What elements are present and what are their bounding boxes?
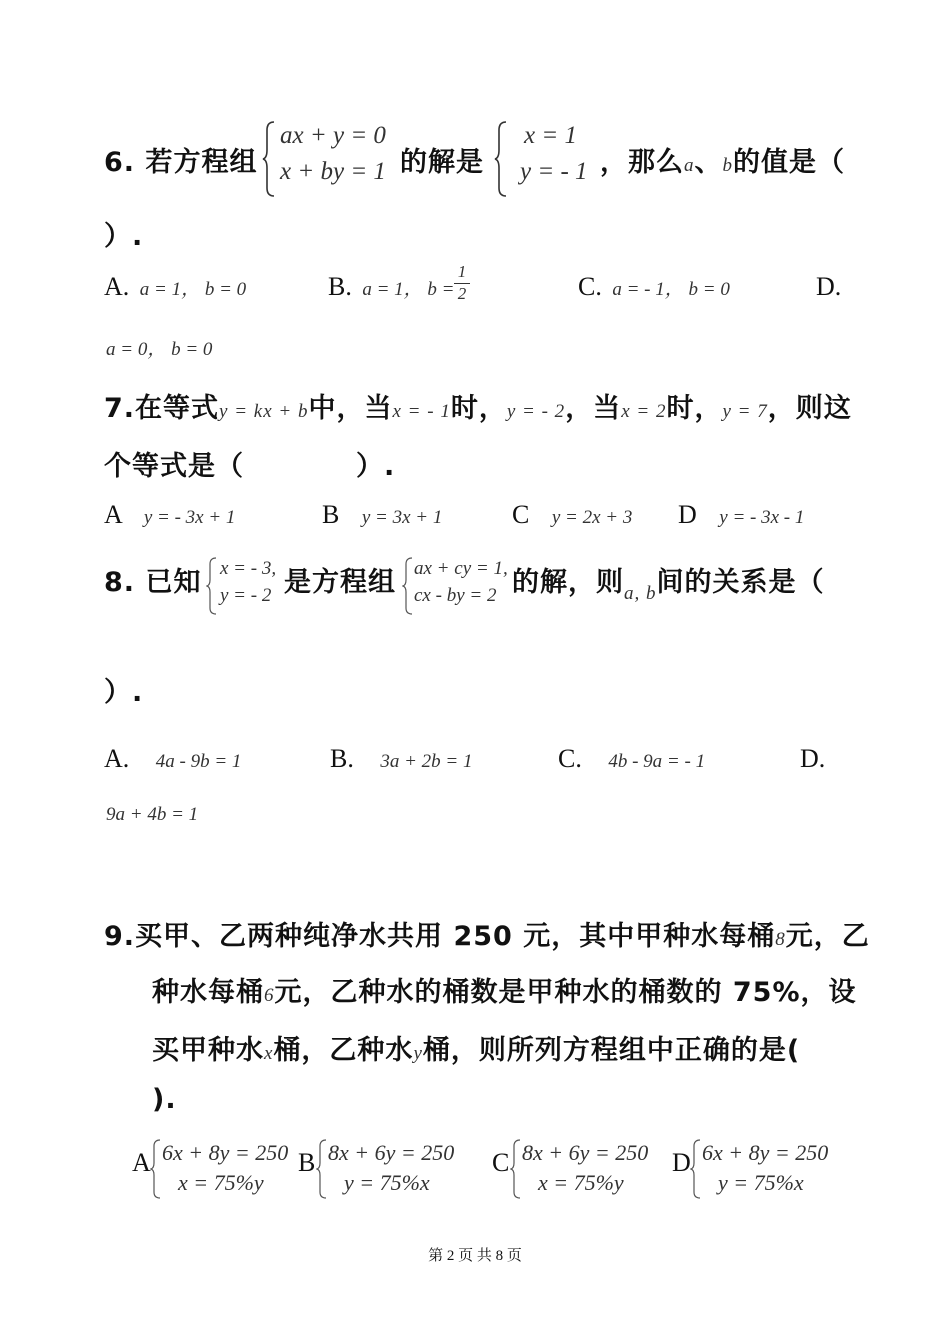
q9-option-c-system [522, 1140, 648, 1196]
q6-option-a-math: a = 1， b = 0 [139, 279, 247, 300]
q7-option-d [678, 500, 804, 530]
q8-option-a-math: 4a - 9b = 1 [155, 751, 242, 772]
q7-option-a-math: y = - 3x + 1 [143, 507, 236, 528]
q9-option-d-label: D [672, 1148, 691, 1177]
q6-text-1: 若方程组 [145, 147, 258, 178]
q6-number: 6. [104, 147, 136, 178]
q6-option-a-label: A. [104, 272, 130, 301]
q8-option-a-label: A. [104, 744, 130, 773]
q6-frac-den: 2 [454, 283, 470, 304]
q9-var-x: x [264, 1043, 274, 1064]
q8-text-2: 是方程组 [284, 567, 396, 598]
q7-number: 7. [104, 393, 136, 424]
q6-sep: 、 [694, 147, 723, 178]
q9-option-a-system [162, 1140, 288, 1196]
q9-line3 [152, 1028, 800, 1067]
q8-option-b-math: 3a + 2b = 1 [380, 751, 473, 772]
q7-text-2: 中，当 [308, 393, 393, 424]
q7-option-c-label: C [512, 500, 530, 529]
q6-option-b-fraction [454, 262, 470, 304]
q8-text-5: ）. [104, 677, 144, 708]
q9-option-a-row2: x = 75%y [178, 1170, 264, 1195]
q6-system-2 [520, 122, 588, 186]
q7-text-3: 时， [450, 393, 507, 424]
q8-option-c-label: C. [558, 744, 582, 773]
q9-line2 [152, 970, 857, 1009]
q9-option-d-brace [690, 1138, 702, 1200]
q6-option-b-math: a = 1， b = [362, 279, 455, 300]
q9-option-a-row1: 6x + 8y = 250 [162, 1140, 289, 1165]
q6-text-4: 的值是（ [733, 147, 845, 178]
q6-option-c [578, 272, 730, 302]
q9-option-b-brace [316, 1138, 328, 1200]
q6-text-5: ）. [104, 221, 144, 252]
q8-option-d-math: 9a + 4b = 1 [106, 804, 199, 825]
q8-option-d-label: D. [800, 744, 826, 773]
q9-line4: ). [152, 1084, 177, 1115]
q9-price-1: 8 [775, 929, 786, 950]
q6-system-1 [280, 122, 386, 186]
q9-option-a-label: A [132, 1148, 151, 1177]
q7-cond-2: x = 2 [621, 401, 667, 422]
q9-option-d-row1: 6x + 8y = 250 [702, 1140, 829, 1165]
q9-option-c-label: C [492, 1148, 510, 1177]
q9-option-d-system [702, 1140, 828, 1196]
q9-line1-b: 元，乙 [785, 921, 870, 952]
q6-brace-2 [494, 120, 508, 198]
q9-option-c-row1: 8x + 6y = 250 [522, 1140, 649, 1165]
q9-line3-c: 桶，则所列方程组中正确的是( [422, 1035, 801, 1066]
q9-line1 [104, 914, 870, 953]
q8-option-c [558, 744, 705, 774]
q8-line1-start [104, 560, 201, 599]
q7-option-c-math: y = 2x + 3 [551, 507, 633, 528]
q9-option-b-label: B [298, 1148, 316, 1177]
q7-option-b [322, 500, 442, 530]
q7-text-5: 时， [666, 393, 723, 424]
q8-vars: a, b [624, 583, 657, 604]
q7-text-4: ，当 [565, 393, 622, 424]
q8-brace-2 [402, 556, 414, 616]
q7-option-a-label: A [104, 500, 122, 529]
q9-option-b-system [328, 1140, 454, 1196]
q7-option-b-label: B [322, 500, 340, 529]
q9-option-c-row2: x = 75%y [538, 1170, 624, 1195]
q6-sys1-row2: x + by = 1 [280, 158, 386, 185]
q6-option-b [328, 272, 455, 302]
q9-option-b-row2: y = 75%x [344, 1170, 430, 1195]
q7-option-c [512, 500, 632, 530]
q7-text-1: 在等式 [135, 393, 220, 424]
q8-sys1-row2: y = - 2 [220, 585, 272, 606]
q6-option-c-math: a = - 1， b = 0 [612, 279, 730, 300]
q9-option-a-brace [150, 1138, 162, 1200]
q6-brace-1 [262, 120, 276, 198]
q7-cond-1: x = - 1 [392, 401, 451, 422]
q6-text-2: 的解是 [400, 147, 484, 178]
q8-number: 8. [104, 567, 136, 598]
q6-option-b-label: B. [328, 272, 352, 301]
q8-text-4: 间的关系是（ [656, 567, 825, 598]
q6-sys2-row1: x = 1 [524, 122, 577, 149]
q7-val-2: y = 7 [722, 401, 768, 422]
q9-line2-b: 元，乙种水的桶数是甲种水的桶数的 75%，设 [274, 977, 857, 1008]
q8-sys2-row2: cx - by = 2 [414, 585, 497, 606]
q8-brace-1 [206, 556, 218, 616]
q6-sys1-row1: ax + y = 0 [280, 122, 386, 149]
q6-line1 [104, 140, 257, 179]
q6-sys2-row2: y = - 1 [520, 158, 588, 185]
q6-var-a: a [684, 155, 695, 176]
q8-option-b [330, 744, 473, 774]
q9-option-b-row1: 8x + 6y = 250 [328, 1140, 455, 1165]
q6-frac-num: 1 [457, 262, 467, 281]
q8-system-1 [220, 558, 276, 607]
q7-option-d-math: y = - 3x - 1 [719, 507, 805, 528]
q6-var-b: b [722, 155, 733, 176]
q6-option-d-math: a = 0， b = 0 [106, 339, 213, 360]
q8-sys1-row1: x = - 3, [220, 558, 277, 579]
q7-eq: y = kx + b [219, 401, 309, 422]
q7-val-1: y = - 2 [506, 401, 566, 422]
q7-option-d-label: D [678, 500, 697, 529]
q7-option-a [104, 500, 235, 530]
q8-line1-end [512, 560, 825, 604]
q8-text-3: 的解，则 [512, 567, 624, 598]
q9-line3-a: 买甲种水 [152, 1035, 264, 1066]
q9-line2-a: 种水每桶 [152, 977, 264, 1008]
q8-system-2 [414, 558, 508, 607]
q9-option-d-row2: y = 75%x [718, 1170, 804, 1195]
q8-sys2-row1: ax + cy = 1, [414, 558, 508, 579]
q6-option-c-label: C. [578, 272, 602, 301]
q7-text-6: ，则这 [767, 393, 852, 424]
q6-option-d-label: D. [816, 272, 842, 301]
q7-line1 [104, 386, 852, 425]
q9-number: 9. [104, 921, 136, 952]
q9-price-2: 6 [264, 985, 275, 1006]
q8-text-1: 已知 [145, 567, 202, 598]
q9-line1-a: 买甲、乙两种纯净水共用 250 元，其中甲种水每桶 [135, 921, 776, 952]
q6-option-a [104, 272, 246, 302]
q8-option-c-math: 4b - 9a = - 1 [608, 751, 706, 772]
q6-text-3: ，那么 [600, 147, 684, 178]
q6-line1-end [600, 140, 845, 179]
q9-option-c-brace [510, 1138, 522, 1200]
q8-option-b-label: B. [330, 744, 354, 773]
q7-line2: 个等式是（ ）. [104, 451, 396, 482]
q9-line3-b: 桶，乙种水 [273, 1035, 414, 1066]
page-footer: 第 2 页 共 8 页 [428, 1248, 522, 1264]
q7-option-b-math: y = 3x + 1 [361, 507, 443, 528]
q8-option-a [104, 744, 241, 774]
q9-var-y: y [413, 1043, 423, 1064]
